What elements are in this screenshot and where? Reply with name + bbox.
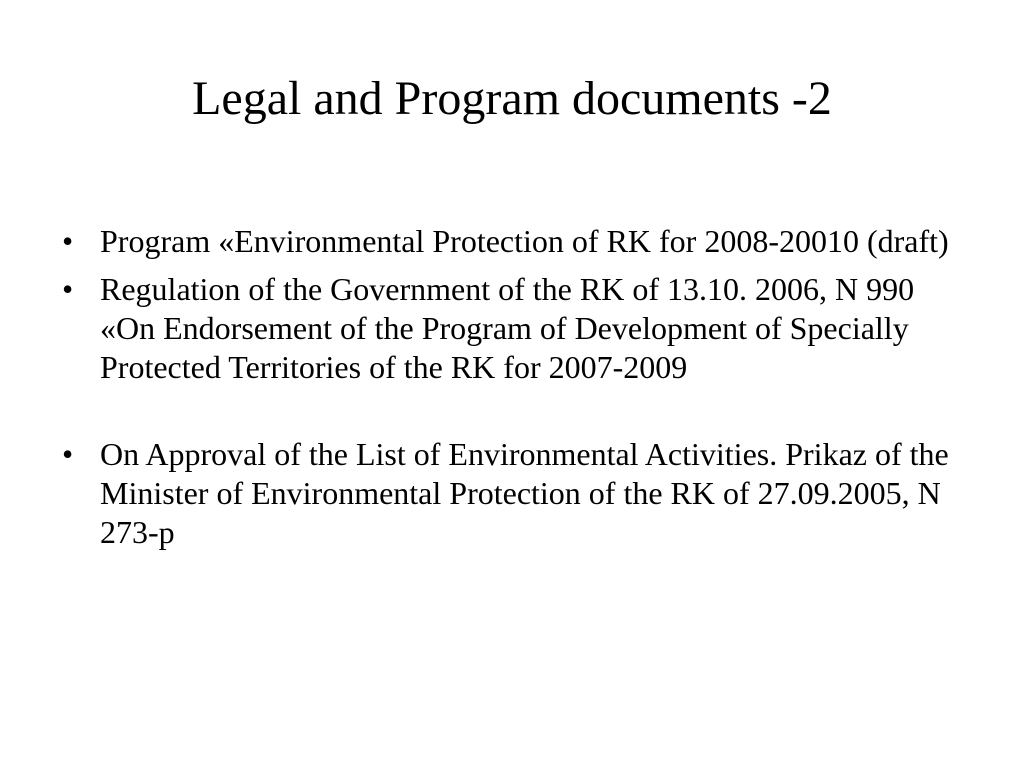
bullet-item-program [62,222,962,261]
bullet-item-regulation [62,270,962,387]
bullet-list [62,222,962,561]
bullet-item-approval [62,435,962,552]
slide-title: Legal and Program documents -2 [192,72,832,125]
bullet-text: On Approval of the List of Environmental Activities. Prikaz of the Minister of Environmental Protection of the RK of 27.09.2005, N 273-p [100,436,949,550]
bullet-text: Regulation of the Government of the RK of 13.10. 2006, N 990 «On Endorsement of the Program of Development of Specially Protected Territories of the RK for 2007-2009 [100,271,915,385]
bullet-dot-icon: • [62,271,74,307]
bullet-dot-icon: • [62,223,74,259]
bullet-dot-icon: • [62,436,74,472]
bullet-text: Program «Environmental Protection of RK for 2008-20010 (draft) [100,223,949,259]
